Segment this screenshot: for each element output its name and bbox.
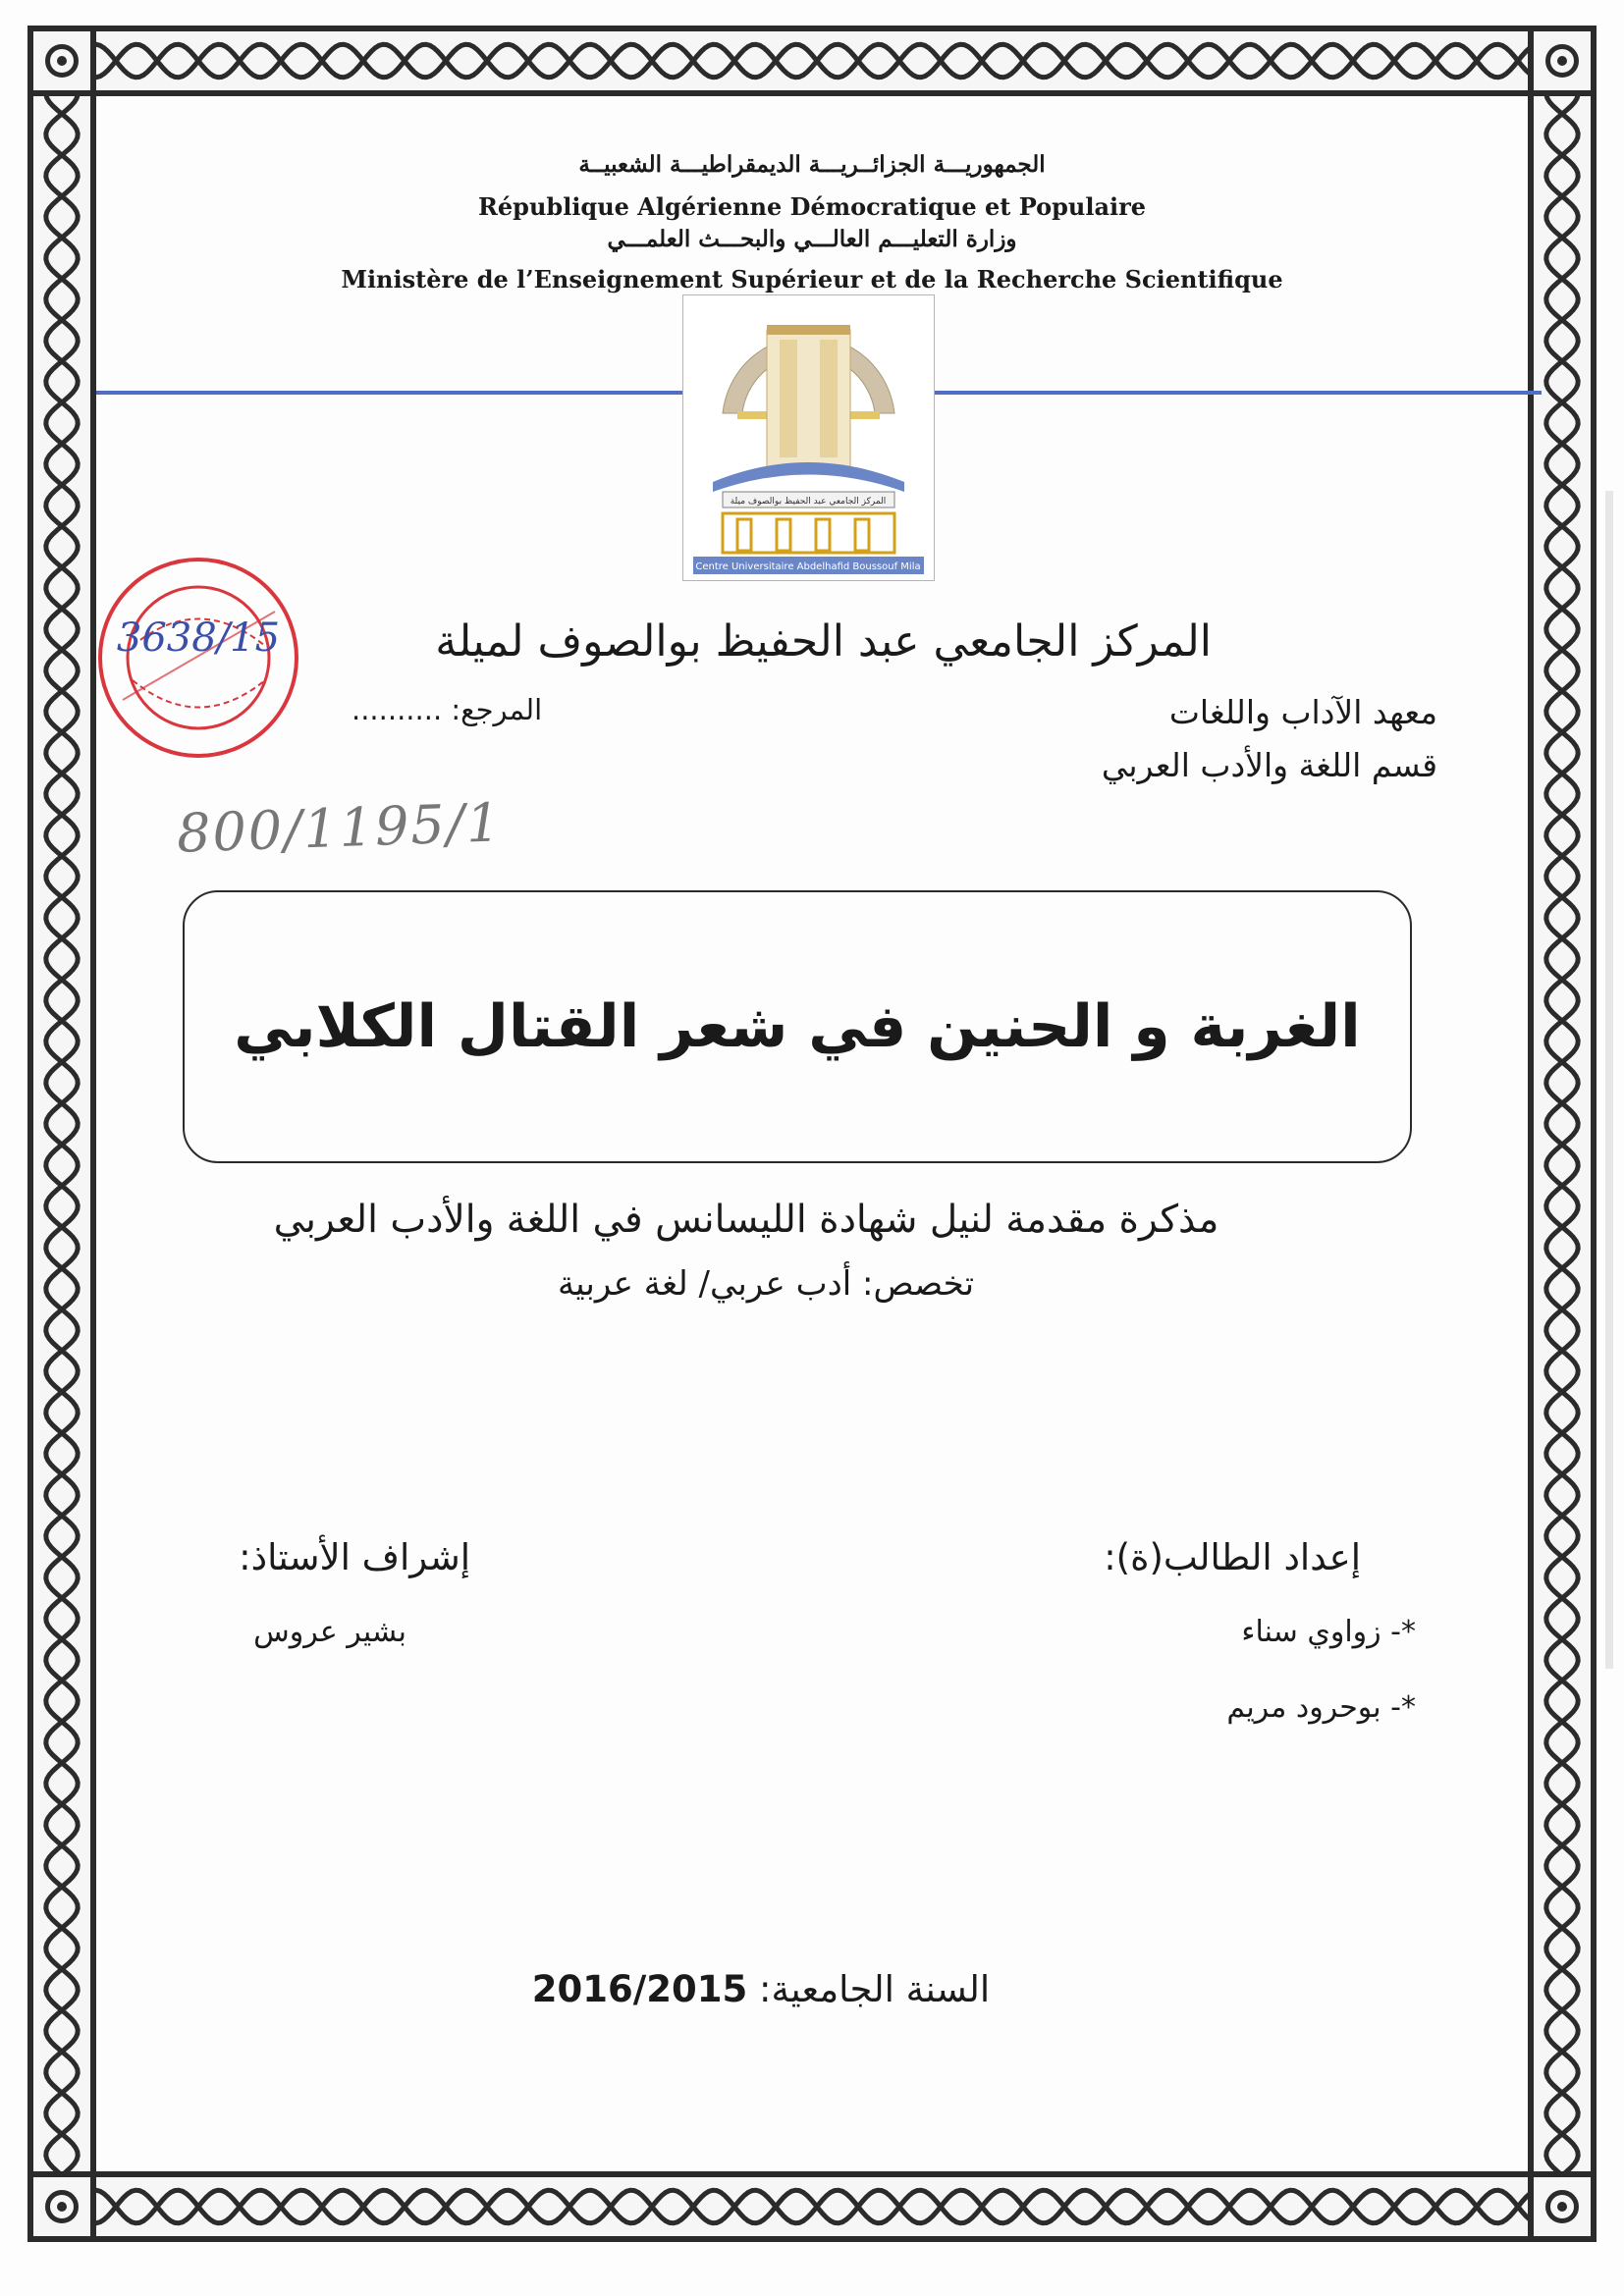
department-name: قسم اللغة والأدب العربي <box>1101 746 1437 784</box>
prepared-by-label: إعداد الطالب(ة): <box>1104 1536 1361 1578</box>
border-bottom <box>27 2171 1597 2242</box>
thesis-title: الغربة و الحنين في شعر القتال الكلابي <box>234 992 1361 1061</box>
ministry-name-ar: وزارة التعليـــم العالـــي والبحـــث العلمـــي <box>607 226 1017 252</box>
country-name-fr: République Algérienne Démocratique et Populaire <box>477 192 1147 221</box>
university-name: المركز الجامعي عبد الحفيظ بوالصوف لميلة <box>435 616 1212 667</box>
supervisor-name: بشير عروس <box>253 1615 406 1649</box>
reference-label: المرجع: .......... <box>352 693 543 726</box>
chain-pattern-left <box>33 31 90 2236</box>
title-box <box>183 890 1412 1163</box>
corner-ornament-icon <box>27 2171 96 2242</box>
corner-ornament-icon <box>1528 2171 1597 2242</box>
border-top <box>27 26 1597 96</box>
ministry-name-fr: Ministère de l’Enseignement Supérieur et de la Recherche Scientifique <box>341 265 1283 294</box>
academic-year-label: السنة الجامعية: <box>759 1968 991 2010</box>
corner-ornament-icon <box>27 26 96 96</box>
border-left <box>27 26 96 2242</box>
supervision-label: إشراف الأستاذ: <box>239 1536 470 1578</box>
official-stamp-icon <box>93 553 304 764</box>
chain-pattern-bottom <box>33 2177 1591 2236</box>
stamp-handwritten-code: 3638/15 <box>116 615 281 661</box>
academic-year <box>0 1968 1522 2010</box>
chain-pattern-top <box>33 31 1591 90</box>
corner-ornament-icon <box>1528 26 1597 96</box>
scan-edge-shadow <box>1605 491 1613 1669</box>
country-name-ar: الجمهوريـــة الجزائــريـــة الديمقراطيـــة الشعبيــة <box>578 151 1046 178</box>
academic-year-value: 2016/2015 <box>531 1968 748 2010</box>
logo-banner-text: المركز الجامعي عبد الحفيظ بوالصوف ميلة <box>730 497 887 507</box>
specialty-statement: تخصص: أدب عربي/ لغة عربية <box>557 1264 975 1304</box>
degree-statement: مذكرة مقدمة لنيل شهادة الليسانس في اللغة والأدب العربي <box>273 1198 1219 1242</box>
student-name: *- بوحرود مريم <box>1226 1690 1416 1725</box>
student-name: *- زواوي سناء <box>1241 1615 1416 1649</box>
border-right <box>1528 26 1597 2242</box>
chain-pattern-right <box>1534 31 1591 2236</box>
university-logo <box>682 294 935 581</box>
logo-caption: Centre Universitaire Abdelhafid Boussouf Mila <box>695 561 921 572</box>
institute-name: معهد الآداب واللغات <box>1168 693 1437 731</box>
handwritten-archive-number: 800/1195/1 <box>176 791 504 865</box>
building-logo-icon <box>683 295 934 580</box>
